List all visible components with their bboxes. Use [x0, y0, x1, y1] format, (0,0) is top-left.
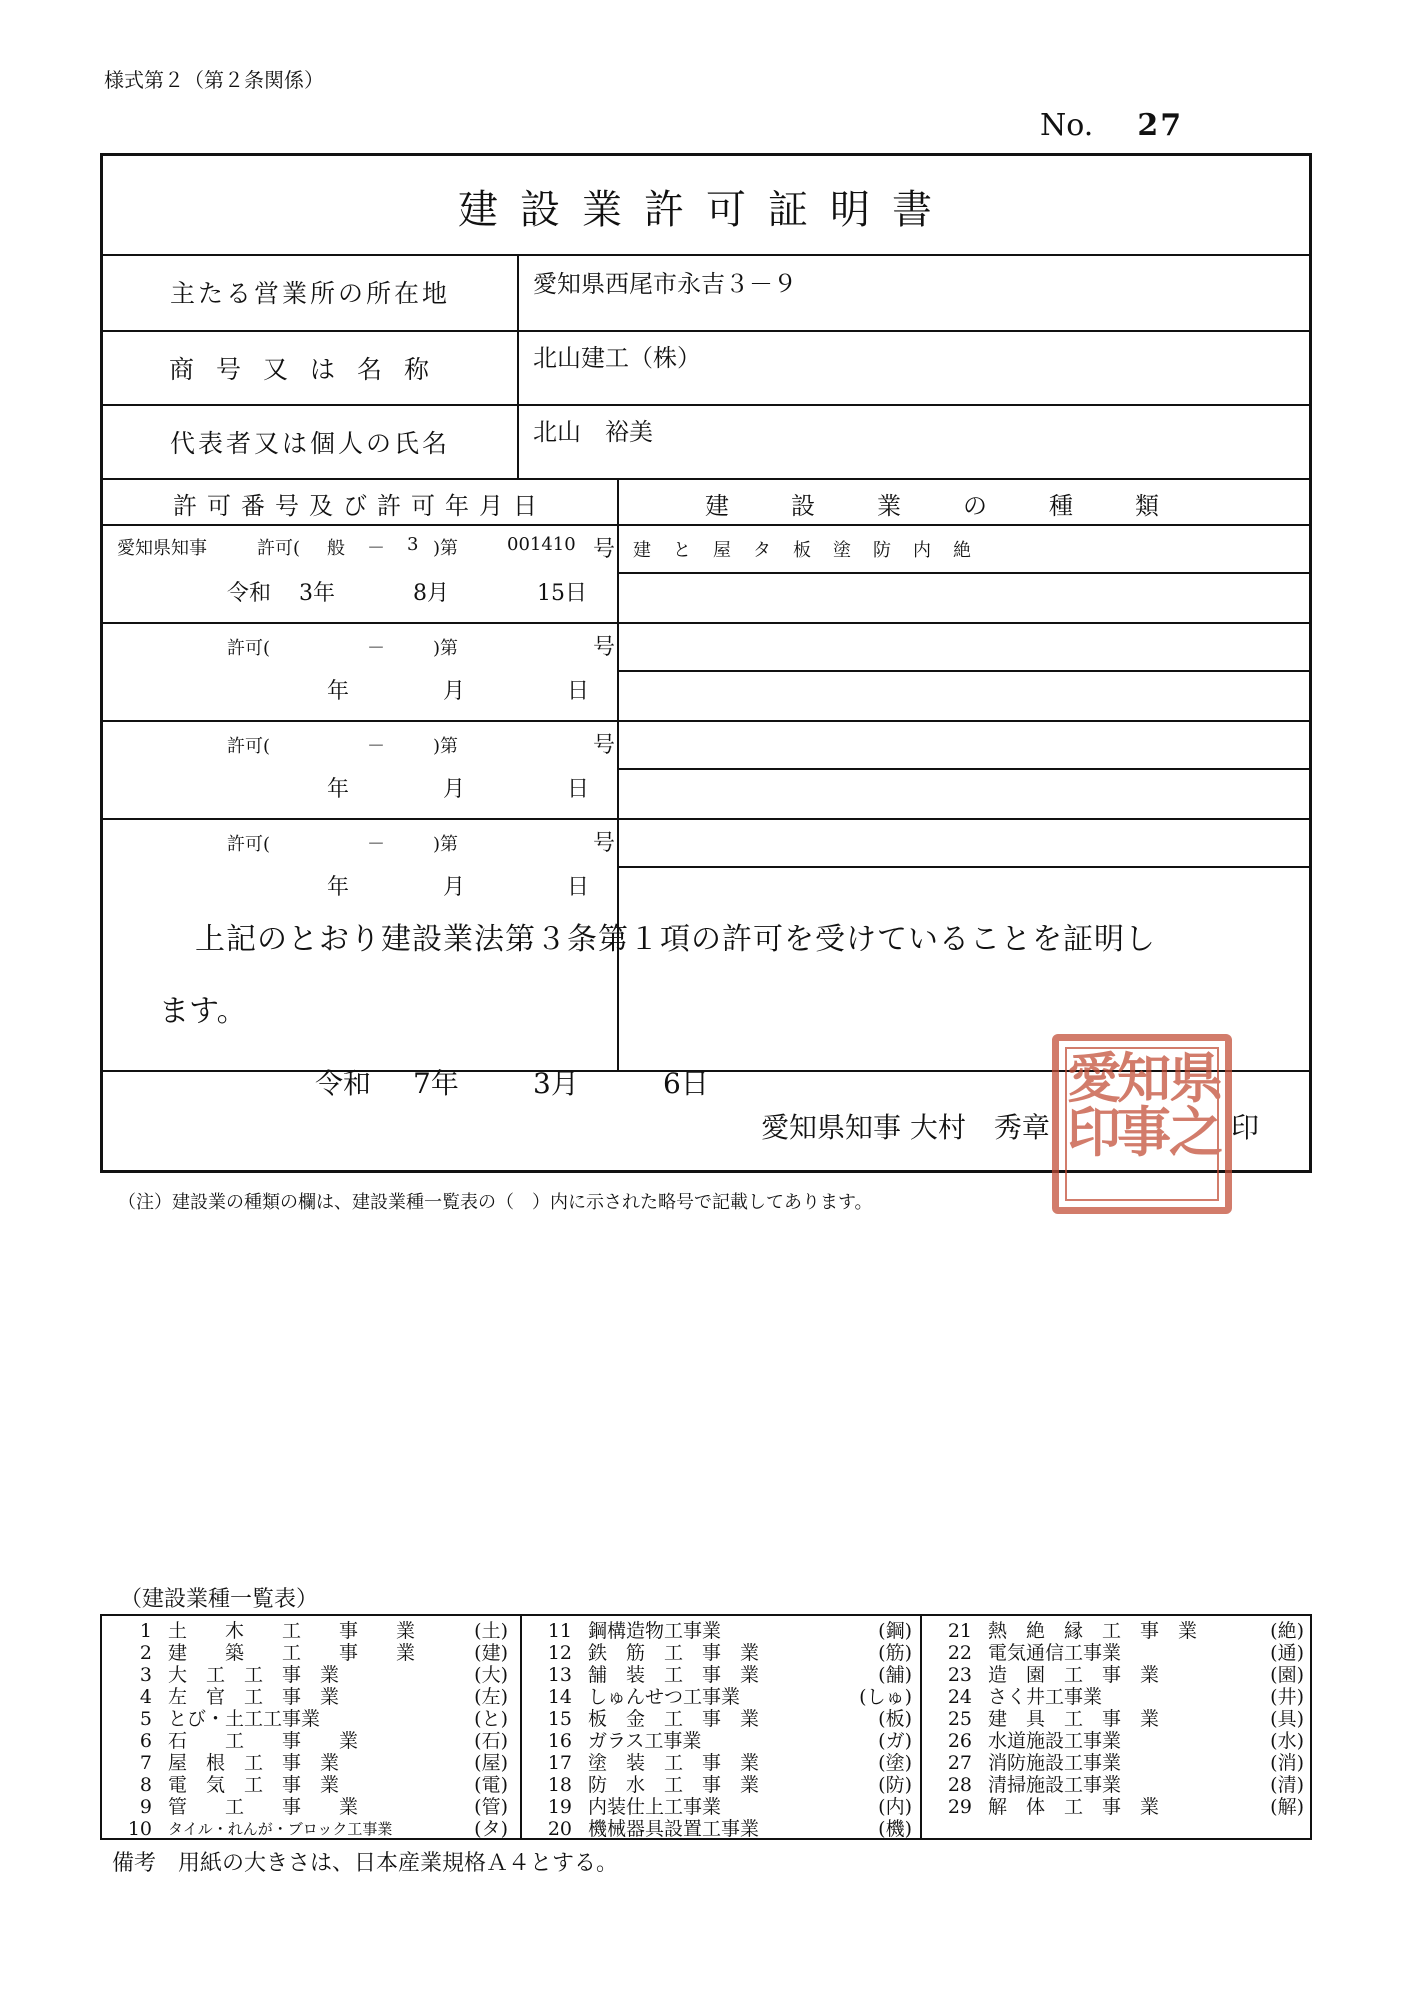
- office-label: 主たる営業所の所在地: [169, 279, 450, 308]
- permit-issuer: 愛知県知事: [117, 538, 207, 559]
- permit-open: 許可(: [227, 834, 271, 855]
- seal-character: 愛: [1067, 1046, 1121, 1110]
- permit-go: 号: [593, 635, 616, 660]
- types-header: 建設業の種類: [705, 492, 1221, 520]
- industry-code: (水): [1270, 1730, 1304, 1752]
- industry-code: (大): [474, 1664, 508, 1686]
- industry-row: [112, 1642, 508, 1664]
- industry-row: [532, 1686, 912, 1708]
- industry-code: (と): [474, 1708, 508, 1730]
- type-code: 板: [793, 540, 811, 561]
- industry-number: 13: [547, 1664, 572, 1686]
- industry-name: 建 具 工 事 業: [988, 1708, 1160, 1730]
- permit-header: 許可番号及び許可年月日: [173, 492, 547, 520]
- industry-number: 28: [947, 1774, 972, 1796]
- permit-month: 月: [443, 875, 466, 900]
- certificate-number: [1040, 108, 1183, 143]
- industry-list-caption: （建設業種一覧表）: [120, 1587, 319, 1612]
- permit-go: 号: [593, 537, 616, 562]
- industry-number: 9: [139, 1796, 152, 1818]
- divider: [103, 818, 1309, 820]
- seal-character: 之: [1169, 1100, 1223, 1164]
- permit-go: 号: [593, 831, 616, 856]
- type-code: 内: [913, 540, 931, 561]
- permit-month: 月: [443, 679, 466, 704]
- remarks: 備考 用紙の大きさは、日本産業規格Ａ４とする。: [112, 1851, 619, 1876]
- industry-number: 10: [127, 1818, 152, 1840]
- industry-name: 清掃施設工事業: [988, 1774, 1122, 1796]
- industry-number: 23: [947, 1664, 972, 1686]
- permit-close: )第: [433, 638, 459, 659]
- divider: [617, 572, 1309, 574]
- footnote: （注）建設業の種類の欄は、建設業種一覧表の（ ）内に示された略号で記載してあります。: [118, 1192, 873, 1213]
- industry-code: (タ): [474, 1818, 508, 1840]
- seal-character: 事: [1117, 1100, 1171, 1164]
- industry-row: [932, 1620, 1304, 1642]
- industry-row: [112, 1686, 508, 1708]
- industry-column: [112, 1620, 508, 1840]
- divider: [920, 1616, 922, 1838]
- industry-name: 建 築 工 事 業: [168, 1642, 416, 1664]
- permit-open: 許可(: [257, 538, 301, 559]
- industry-row: [532, 1774, 912, 1796]
- industry-number: 16: [547, 1730, 572, 1752]
- permit-dash: －: [367, 736, 385, 757]
- name-label: 商号又は名称: [168, 355, 451, 384]
- issue-month: 3月: [533, 1067, 579, 1100]
- industry-name: 水道施設工事業: [988, 1730, 1122, 1752]
- industry-code: (筋): [878, 1642, 912, 1664]
- industry-code: (清): [1270, 1774, 1304, 1796]
- permit-month: 8月: [413, 581, 449, 606]
- industry-number: 19: [547, 1796, 572, 1818]
- rep-label: 代表者又は個人の氏名: [169, 429, 450, 458]
- industry-name: とび・土工工事業: [168, 1708, 321, 1730]
- industry-row: [112, 1664, 508, 1686]
- industry-number: 5: [139, 1708, 152, 1730]
- industry-number: 12: [547, 1642, 572, 1664]
- industry-row: [532, 1752, 912, 1774]
- industry-code: (管): [474, 1796, 508, 1818]
- industry-number: 1: [139, 1620, 152, 1642]
- type-code: と: [673, 540, 691, 561]
- industry-code: (井): [1270, 1686, 1304, 1708]
- industry-number: 2: [139, 1642, 152, 1664]
- industry-code: (内): [878, 1796, 912, 1818]
- industry-code: (園): [1270, 1664, 1304, 1686]
- seal-character: 県: [1169, 1046, 1223, 1110]
- industry-code: (土): [474, 1620, 508, 1642]
- industry-row: [532, 1818, 912, 1840]
- industry-number: 14: [547, 1686, 572, 1708]
- type-code: 建: [633, 540, 651, 561]
- industry-row: [532, 1730, 912, 1752]
- industry-number: 3: [139, 1664, 152, 1686]
- statement-line1: 上記のとおり建設業法第３条第１項の許可を受けていることを証明し: [195, 922, 1156, 957]
- industry-number: 29: [947, 1796, 972, 1818]
- industry-row: [932, 1796, 1304, 1818]
- office-value: 愛知県西尾市永吉３－９: [533, 270, 797, 298]
- industry-number: 18: [547, 1774, 572, 1796]
- industry-row: [112, 1730, 508, 1752]
- permit-year: 年: [327, 679, 350, 704]
- industry-name: 石 工 事 業: [168, 1730, 359, 1752]
- industry-row: [532, 1796, 912, 1818]
- permit-day: 日: [567, 875, 590, 900]
- permit-class: 3: [407, 534, 419, 555]
- industry-code: (防): [878, 1774, 912, 1796]
- type-code: 塗: [833, 540, 851, 561]
- divider: [103, 404, 1309, 406]
- permit-dash: －: [367, 638, 385, 659]
- permit-year: 年: [327, 777, 350, 802]
- industry-row: [932, 1642, 1304, 1664]
- divider: [103, 720, 1309, 722]
- divider: [517, 254, 519, 480]
- industry-name: 防 水 工 事 業: [588, 1774, 760, 1796]
- industry-name: 電 気 工 事 業: [168, 1774, 340, 1796]
- issue-year: 7年: [413, 1067, 459, 1100]
- permit-kind: 般: [327, 538, 345, 559]
- issue-day: 6日: [663, 1067, 709, 1100]
- industry-row: [112, 1818, 508, 1840]
- divider: [103, 524, 1309, 526]
- industry-code: (機): [878, 1818, 912, 1840]
- industry-code: (塗): [878, 1752, 912, 1774]
- divider: [103, 254, 1309, 256]
- divider: [103, 330, 1309, 332]
- seal-character: 印: [1067, 1100, 1121, 1164]
- issue-era: 令和: [315, 1067, 372, 1100]
- industry-code: (絶): [1270, 1620, 1304, 1642]
- industry-row: [932, 1708, 1304, 1730]
- seal-character: 知: [1117, 1046, 1171, 1110]
- type-code: 防: [873, 540, 891, 561]
- industry-name: 消防施設工事業: [988, 1752, 1122, 1774]
- industry-number: 20: [547, 1818, 572, 1840]
- industry-name: 屋 根 工 事 業: [168, 1752, 340, 1774]
- industry-name: タイル・れんが・ブロック工事業: [168, 1820, 393, 1838]
- industry-name: 舗 装 工 事 業: [588, 1664, 760, 1686]
- permit-dash: －: [367, 538, 385, 559]
- industry-name: 鋼構造物工事業: [588, 1620, 722, 1642]
- industry-name: 大 工 工 事 業: [168, 1664, 340, 1686]
- industry-name: しゅんせつ工事業: [588, 1686, 741, 1708]
- industry-row: [112, 1752, 508, 1774]
- industry-code: (舗): [878, 1664, 912, 1686]
- industry-row: [532, 1664, 912, 1686]
- industry-name: 解 体 工 事 業: [988, 1796, 1160, 1818]
- divider: [617, 866, 1309, 868]
- industry-name: 左 官 工 事 業: [168, 1686, 340, 1708]
- industry-row: [112, 1796, 508, 1818]
- permit-close: )第: [433, 834, 459, 855]
- industry-number: 17: [547, 1752, 572, 1774]
- industry-row: [932, 1730, 1304, 1752]
- industry-row: [932, 1664, 1304, 1686]
- industry-row: [932, 1774, 1304, 1796]
- industry-row: [112, 1708, 508, 1730]
- industry-name: 鉄 筋 工 事 業: [588, 1642, 760, 1664]
- industry-row: [932, 1752, 1304, 1774]
- industry-name: 造 園 工 事 業: [988, 1664, 1160, 1686]
- industry-number: 11: [547, 1620, 572, 1642]
- type-code: 絶: [953, 540, 971, 561]
- industry-row: [532, 1620, 912, 1642]
- seal-mark: 印: [1231, 1111, 1260, 1144]
- industry-name: さく井工事業: [988, 1686, 1103, 1708]
- form-reference: 様式第２（第２条関係）: [104, 68, 324, 92]
- industry-row: [112, 1620, 508, 1642]
- industry-name: 管 工 事 業: [168, 1796, 359, 1818]
- industry-number: 21: [947, 1620, 972, 1642]
- permit-day: 15日: [537, 581, 587, 606]
- industry-name: 熱 絶 縁 工 事 業: [988, 1620, 1198, 1642]
- industry-number: 8: [139, 1774, 152, 1796]
- industry-code: (屋): [474, 1752, 508, 1774]
- industry-types: [633, 536, 971, 562]
- type-code: 屋: [713, 540, 731, 561]
- permit-day: 日: [567, 777, 590, 802]
- industry-code: (解): [1270, 1796, 1304, 1818]
- industry-number: 6: [139, 1730, 152, 1752]
- rep-value: 北山 裕美: [533, 418, 653, 446]
- industry-name: 塗 装 工 事 業: [588, 1752, 760, 1774]
- certificate-table: [100, 153, 1312, 1173]
- permit-year: 3年: [299, 581, 335, 606]
- divider: [103, 622, 1309, 624]
- industry-row: [532, 1708, 912, 1730]
- divider: [103, 478, 1309, 480]
- permit-close: )第: [433, 538, 459, 559]
- divider: [617, 768, 1309, 770]
- industry-column: [532, 1620, 912, 1840]
- industry-number: 24: [947, 1686, 972, 1708]
- industry-number: 25: [947, 1708, 972, 1730]
- divider: [617, 478, 619, 1072]
- industry-name: 電気通信工事業: [988, 1642, 1122, 1664]
- industry-code: (板): [878, 1708, 912, 1730]
- document-title: 建設業許可証明書: [458, 187, 954, 233]
- industry-number: 26: [947, 1730, 972, 1752]
- industry-name: 内装仕上工事業: [588, 1796, 722, 1818]
- industry-name: 機械器具設置工事業: [588, 1818, 760, 1840]
- industry-code: (鋼): [878, 1620, 912, 1642]
- cert-no-label: No.: [1040, 108, 1094, 143]
- industry-code: (石): [474, 1730, 508, 1752]
- industry-list: [100, 1614, 1312, 1840]
- industry-code: (しゅ): [859, 1686, 912, 1708]
- divider: [617, 670, 1309, 672]
- cert-no-value: 27: [1137, 108, 1184, 143]
- permit-go: 号: [593, 733, 616, 758]
- industry-number: 15: [547, 1708, 572, 1730]
- industry-number: 7: [139, 1752, 152, 1774]
- industry-code: (通): [1270, 1642, 1304, 1664]
- permit-day: 日: [567, 679, 590, 704]
- divider: [520, 1616, 522, 1838]
- signer-name: 愛知県知事 大村 秀章: [761, 1111, 1050, 1144]
- permit-open: 許可(: [227, 736, 271, 757]
- industry-row: [932, 1686, 1304, 1708]
- permit-dash: －: [367, 834, 385, 855]
- type-code: タ: [753, 540, 771, 561]
- industry-name: 土 木 工 事 業: [168, 1620, 416, 1642]
- industry-number: 22: [947, 1642, 972, 1664]
- permit-era: 令和: [227, 581, 272, 606]
- permit-number: 001410: [507, 534, 576, 555]
- industry-code: (消): [1270, 1752, 1304, 1774]
- statement-line2: ます。: [159, 994, 247, 1029]
- industry-code: (左): [474, 1686, 508, 1708]
- industry-row: [112, 1774, 508, 1796]
- industry-code: (具): [1270, 1708, 1304, 1730]
- industry-column: [932, 1620, 1304, 1818]
- permit-close: )第: [433, 736, 459, 757]
- official-seal: [1052, 1034, 1232, 1214]
- industry-code: (建): [474, 1642, 508, 1664]
- name-value: 北山建工（株）: [533, 344, 701, 372]
- industry-number: 27: [947, 1752, 972, 1774]
- permit-open: 許可(: [227, 638, 271, 659]
- permit-month: 月: [443, 777, 466, 802]
- industry-code: (電): [474, 1774, 508, 1796]
- industry-number: 4: [139, 1686, 152, 1708]
- industry-name: ガラス工事業: [588, 1730, 702, 1752]
- industry-row: [532, 1642, 912, 1664]
- industry-name: 板 金 工 事 業: [588, 1708, 760, 1730]
- permit-year: 年: [327, 875, 350, 900]
- industry-code: (ガ): [878, 1730, 912, 1752]
